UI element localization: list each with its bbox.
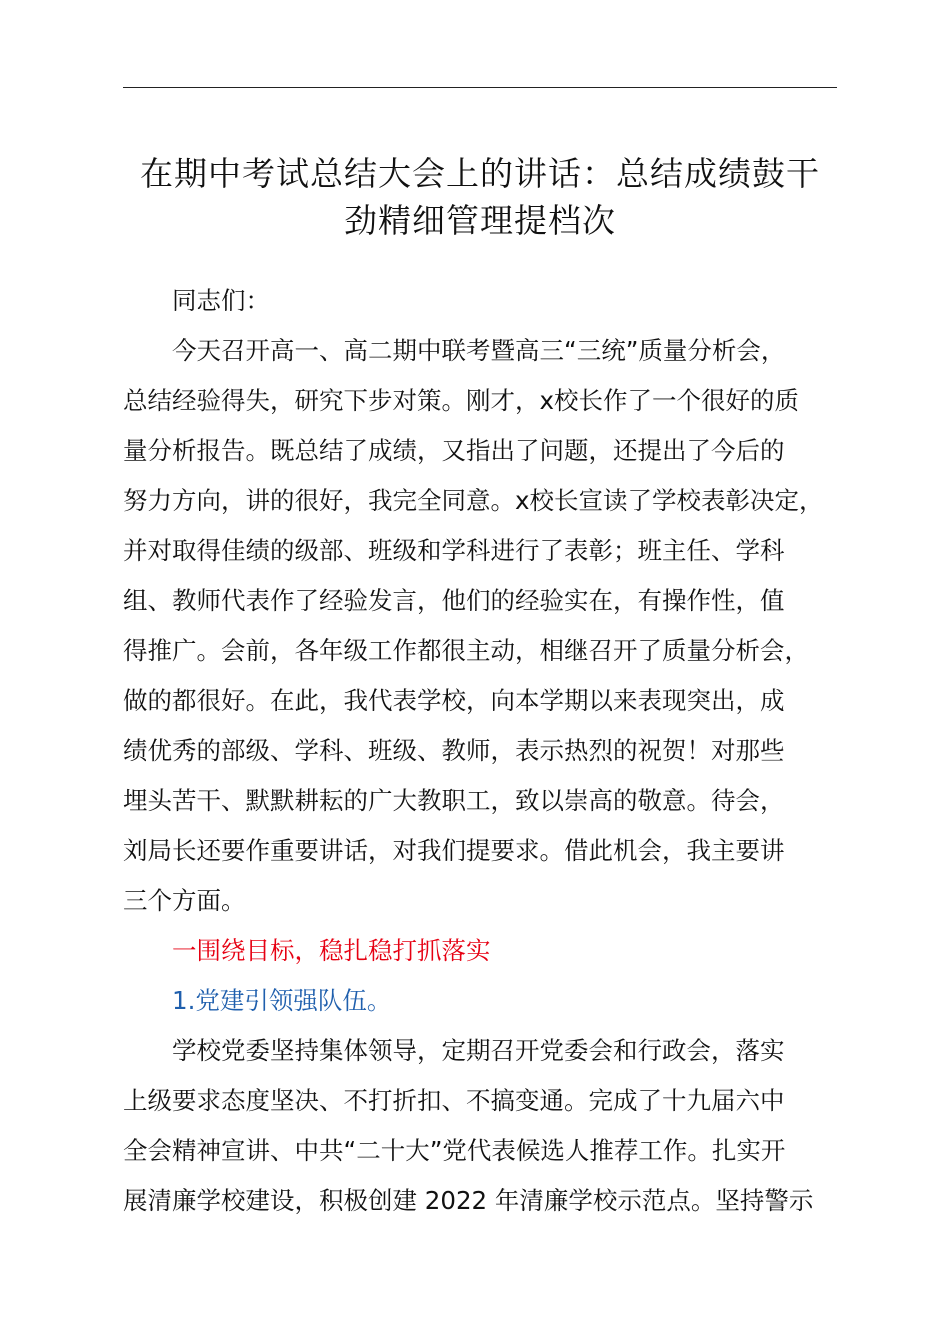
paragraph-line: 绩优秀的部级、学科、班级、教师，表示热烈的祝贺！对那些 — [123, 736, 785, 765]
paragraph-line: 总结经验得失，研究下步对策。刚才，x校长作了一个很好的质 — [123, 386, 799, 415]
paragraph-line: 努力方向，讲的很好，我完全同意。x校长宣读了学校表彰决定， — [123, 486, 824, 515]
header-rule — [123, 87, 837, 88]
paragraph-2 — [123, 1026, 837, 1226]
paragraph-line: 展清廉学校建设，积极创建 2022 年清廉学校示范点。坚持警示 — [123, 1186, 814, 1215]
paragraph-line: 量分析报告。既总结了成绩，又指出了问题，还提出了今后的 — [123, 436, 785, 465]
paragraph-line: 埋头苦干、默默耕耘的广大教职工，致以崇高的敬意。待会， — [123, 786, 785, 815]
paragraph-line: 并对取得佳绩的级部、班级和学科进行了表彰；班主任、学科 — [123, 536, 785, 565]
paragraph-1 — [123, 326, 837, 926]
title-line-1: 在期中考试总结大会上的讲话：总结成绩鼓干 — [140, 154, 820, 193]
document-body — [123, 276, 837, 1226]
paragraph-line: 做的都很好。在此，我代表学校，向本学期以来表现突出，成 — [123, 686, 785, 715]
document-title — [123, 150, 837, 244]
title-line-2: 劲精细管理提档次 — [344, 201, 616, 240]
paragraph-line: 今天召开高一、高二期中联考暨高三“三统”质量分析会， — [172, 336, 786, 365]
paragraph-line: 上级要求态度坚决、不打折扣、不搞变通。完成了十九届六中 — [123, 1086, 785, 1115]
paragraph-line: 刘局长还要作重要讲话，对我们提要求。借此机会，我主要讲 — [123, 836, 785, 865]
subsection-heading-1: 1.党建引领强队伍。 — [172, 986, 392, 1015]
paragraph-line: 组、教师代表作了经验发言，他们的经验实在，有操作性，值 — [123, 586, 785, 615]
section-heading-1: 一围绕目标，稳扎稳打抓落实 — [172, 936, 491, 965]
paragraph-line: 三个方面。 — [123, 886, 246, 915]
paragraph-line: 全会精神宣讲、中共“二十大”党代表候选人推荐工作。扎实开 — [123, 1136, 786, 1165]
salutation: 同志们： — [172, 286, 270, 315]
paragraph-line: 学校党委坚持集体领导，定期召开党委会和行政会，落实 — [172, 1036, 785, 1065]
paragraph-line: 得推广。会前，各年级工作都很主动，相继召开了质量分析会， — [123, 636, 809, 665]
